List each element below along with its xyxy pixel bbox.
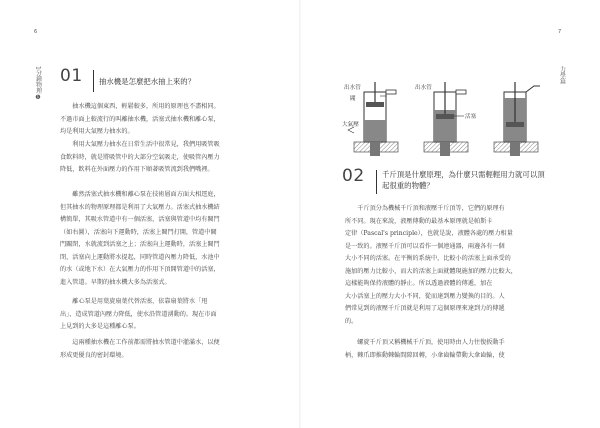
- text-line: 均是利用大氣壓力抽水的。: [60, 128, 134, 135]
- paragraph-1: [60, 101, 248, 139]
- running-head-right: 力學篇: [558, 66, 566, 84]
- paragraph-7: [345, 337, 545, 362]
- text-line: 降低，飲料在外面壓力的作用下順著吸管流到我們嘴裡。: [60, 166, 214, 173]
- label-piston: 活塞: [465, 114, 477, 120]
- text-line: 食飲料時，就是將吸管中的大部分空氣吸走，使吸管內壓力: [60, 153, 220, 161]
- text-line: 不過市面上較流行的叫離抽水機，活塞式抽水機和離心泵，: [60, 115, 220, 123]
- text-line: 形成更優良的密封環境。: [60, 351, 128, 359]
- page-number-right: 7: [558, 29, 562, 35]
- text-line: 抽水機這個東西，輕鬆較多，所用的原理也不盡相同。: [72, 103, 220, 110]
- question-title-line: 起很重的物體？: [382, 181, 434, 190]
- text-line: 施加的壓力比較小，而大的活塞上面就體現施加的壓力比較大，: [345, 267, 517, 275]
- label-outlet-pipe: 出水管: [415, 85, 432, 91]
- text-line: （如右圖），活塞向下運動時，活塞上閥門打開，管道中閥: [60, 228, 217, 236]
- text-line: 大小活塞上的壓力大小不同，從而達到壓力變換的目的。人: [345, 292, 505, 300]
- text-line: 螺旋千斤頂又稱機械千斤頂，使用時由人力往復扳動手: [357, 339, 505, 346]
- text-line: 所不同。現在來說，液壓傳動的最基本原理就是帕斯卡: [345, 217, 493, 225]
- text-line: 千斤頂分為機械千斤頂和液壓千斤頂等，它們的原理有: [357, 205, 505, 212]
- text-line: 柄，棘爪即推動棘輪間隙回轉，小傘齒輪帶動大傘齒輪，使: [345, 351, 505, 359]
- text-line: 但其抽水的物理原理都是利用了大氣壓力。活塞式抽水機結: [60, 203, 220, 211]
- question-title-line: 千斤頂是什麼原理，為什麼只需輕輕用力就可以頂: [382, 170, 545, 179]
- paragraph-2: [60, 139, 248, 177]
- pump-stage-1: [342, 82, 398, 156]
- right-page: [300, 0, 600, 428]
- text-line: 上見到的大多是這種離心泵。: [60, 323, 140, 330]
- text-line: 定律（Pascal's principle），也就是說，液體各處的壓力相量: [345, 230, 513, 237]
- text-line: 門關閉，水就流到活塞之上；活塞向上運動時，活塞上閥門: [60, 241, 220, 248]
- page-number-left: 6: [34, 29, 38, 35]
- text-line: 這兩種抽水機在工作前都需將抽水管道中灌滿水，以便: [72, 339, 220, 346]
- piston-pump-diagram: [342, 80, 542, 160]
- text-line: 這樣能夠保持液體的靜止。所以透過液體的傳遞，加在: [345, 280, 493, 287]
- text-line: 進入管道。早期的抽水機大多為活塞式。: [60, 278, 171, 286]
- label-outlet-pipe: 出水管: [344, 85, 361, 91]
- question-number-01: 01: [60, 66, 83, 86]
- question-number-02: 02: [342, 166, 365, 186]
- label-atmospheric-pressure: 大氣壓: [342, 122, 359, 128]
- text-line: 的水（或地下水）在大氣壓力的作用下頂開管道中的活塞，: [60, 266, 220, 273]
- text-line: 雖然活塞式抽水機和離心泵在技術層面方面大相逕庭，: [72, 191, 220, 198]
- text-line: 的。: [345, 317, 358, 325]
- paragraph-6: [345, 203, 545, 328]
- question-title-01: 抽水機是怎麼把水抽上來的？: [99, 77, 196, 86]
- text-line: 利用大氣壓力抽水在日常生活中很常見，我們用吸管吸: [72, 141, 220, 148]
- pump-stage-3: [494, 82, 540, 156]
- text-line: 大小不同的活塞。在平衡的系統中，比較小的活塞上面承受的: [345, 255, 511, 262]
- question-title-02: [382, 169, 545, 191]
- paragraph-3: [60, 189, 248, 289]
- text-line: 出」，造成管道內壓力降低，使水沿管道湧動的。現在市面: [60, 310, 217, 318]
- running-head-left: 1分鐘物理❶: [34, 66, 42, 101]
- paragraph-5: [60, 337, 248, 362]
- text-line: 們常見到的液壓千斤頂就是利用了這個原理來達到力的傳遞: [345, 305, 505, 312]
- question-divider-01: [93, 70, 94, 92]
- text-line: 是一致的。液壓千斤頂可以看作一個連通器，兩邊各有一個: [345, 242, 505, 250]
- label-valve: 閥: [350, 96, 356, 102]
- question-divider-02: [376, 170, 377, 194]
- paragraph-4: [60, 296, 248, 334]
- text-line: 離心泵是用葉旋扇葉代替活塞，依靠扇葉將水「甩: [72, 298, 208, 305]
- pump-stage-2: [415, 82, 477, 156]
- text-line: 構簡單，其吸水管道中有一個活塞，活塞與管道中均有閥門: [60, 216, 220, 223]
- text-line: 閉，活塞向上運動將水提起，同時管道內壓力降低，水池中: [60, 253, 220, 261]
